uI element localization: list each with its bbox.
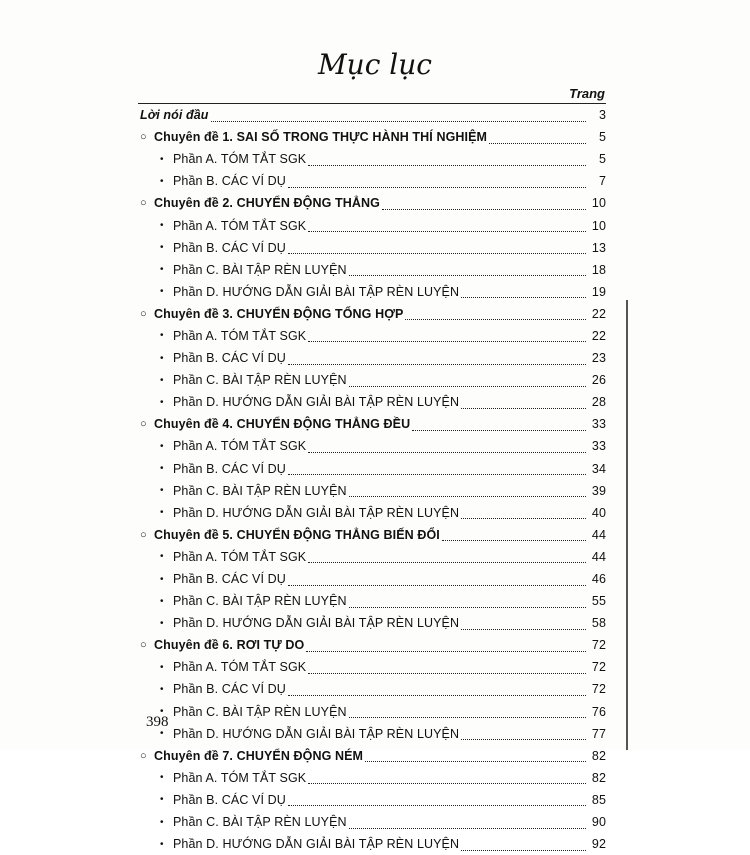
toc-entry-page: 40: [591, 505, 606, 520]
dot-leader: [308, 771, 586, 784]
toc-entry-part[interactable]: [140, 612, 606, 634]
dot-bullet-icon: •: [160, 683, 164, 695]
toc-entry-part[interactable]: [140, 170, 606, 192]
page-number: 398: [146, 714, 169, 730]
dot-bullet-icon: •: [160, 264, 164, 276]
toc-entry-title: Chuyên đề 5. CHUYỂN ĐỘNG THẲNG BIẾN ĐỔI: [154, 527, 440, 542]
dot-bullet-icon: •: [160, 573, 164, 585]
toc-entry-title: Phần D. HƯỚNG DẪN GIẢI BÀI TẬP RÈN LUYỆN: [173, 616, 460, 631]
toc-entry-page: 26: [591, 373, 606, 388]
dot-bullet-icon: •: [160, 617, 164, 629]
toc-entry-title: Phần C. BÀI TẬP RÈN LUYỆN: [173, 815, 347, 830]
dot-leader: [461, 506, 586, 519]
toc-entry-part[interactable]: [140, 811, 606, 833]
toc-entry-page: 22: [591, 328, 606, 343]
dot-leader: [308, 550, 586, 563]
toc-entry-part[interactable]: [140, 502, 606, 524]
toc-entry-page: 58: [591, 616, 606, 631]
toc-entry-page: 23: [591, 351, 606, 366]
toc-entry-page: 33: [591, 417, 606, 432]
toc-entry-page: 19: [591, 284, 606, 299]
toc-entry-title: Chuyên đề 1. SAI SỐ TRONG THỰC HÀNH THÍ NGHIỆM: [154, 130, 488, 145]
toc-entry-title: Chuyên đề 6. RƠI TỰ DO: [154, 638, 305, 653]
toc-entry-title: Phần B. CÁC VÍ DỤ: [173, 572, 286, 587]
dot-bullet-icon: •: [160, 551, 164, 563]
toc-entry-page: 44: [591, 549, 606, 564]
dot-leader: [461, 396, 586, 409]
toc-entry-part[interactable]: [140, 767, 606, 789]
toc-entry-part[interactable]: [140, 833, 606, 855]
toc-entry-part[interactable]: [140, 656, 606, 678]
toc-entry-page: 28: [591, 395, 606, 410]
toc-entry-title: Phần C. BÀI TẬP RÈN LUYỆN: [173, 483, 347, 498]
dot-leader: [308, 440, 586, 453]
toc-entry-title: Phần D. HƯỚNG DẪN GIẢI BÀI TẬP RÈN LUYỆN: [173, 505, 460, 520]
toc-entry-title: Phần C. BÀI TẬP RÈN LUYỆN: [173, 704, 347, 719]
toc-entry-topic[interactable]: [140, 634, 606, 656]
toc-entry-part[interactable]: [140, 789, 606, 811]
circle-bullet-icon: ○: [140, 749, 147, 762]
dot-bullet-icon: •: [160, 330, 164, 342]
dot-bullet-icon: •: [160, 661, 164, 673]
toc-entry-page: 5: [598, 130, 606, 145]
dot-leader: [489, 131, 586, 144]
circle-bullet-icon: ○: [140, 131, 147, 144]
toc-entry-title: Phần A. TÓM TẮT SGK: [173, 328, 307, 343]
dot-leader: [405, 307, 586, 320]
toc-entry-page: 3: [598, 108, 606, 123]
dot-leader: [211, 109, 586, 122]
circle-bullet-icon: ○: [140, 639, 147, 652]
circle-bullet-icon: ○: [140, 528, 147, 541]
dot-leader: [461, 727, 586, 740]
dot-bullet-icon: •: [160, 286, 164, 298]
page-title: Mục lục: [318, 48, 432, 81]
toc-entry-page: 82: [591, 748, 606, 763]
toc-entry-page: 72: [591, 660, 606, 675]
dot-leader: [288, 241, 586, 254]
toc-entry-title: Phần D. HƯỚNG DẪN GIẢI BÀI TẬP RÈN LUYỆN: [173, 837, 460, 852]
toc-entry-part[interactable]: [140, 391, 606, 413]
dot-bullet-icon: •: [160, 838, 164, 850]
toc-entry-title: Chuyên đề 3. CHUYỂN ĐỘNG TỔNG HỢP: [154, 306, 404, 321]
dot-bullet-icon: •: [160, 440, 164, 452]
dot-bullet-icon: •: [160, 507, 164, 519]
toc-entry-page: 44: [591, 527, 606, 542]
dot-leader: [308, 329, 586, 342]
dot-leader: [288, 683, 586, 696]
toc-entry-page: 77: [591, 726, 606, 741]
dot-bullet-icon: •: [160, 396, 164, 408]
toc-entry-page: 82: [591, 770, 606, 785]
toc-entry-topic[interactable]: [140, 192, 606, 214]
dot-bullet-icon: •: [160, 728, 164, 740]
dot-leader: [308, 661, 586, 674]
toc-entry-title: Lời nói đầu: [140, 108, 209, 123]
toc-entry-intro[interactable]: [140, 104, 606, 126]
dot-bullet-icon: •: [160, 485, 164, 497]
toc-entry-page: 72: [591, 638, 606, 653]
dot-bullet-icon: •: [160, 352, 164, 364]
toc-entry-title: Phần A. TÓM TẮT SGK: [173, 660, 307, 675]
dot-leader: [461, 285, 586, 298]
dot-leader: [288, 573, 586, 586]
toc-entry-title: Phần B. CÁC VÍ DỤ: [173, 792, 286, 807]
toc-entry-page: 18: [591, 262, 606, 277]
dot-leader: [288, 175, 586, 188]
table-of-contents: [140, 104, 606, 855]
dot-leader: [306, 639, 586, 652]
dot-bullet-icon: •: [160, 772, 164, 784]
toc-entry-title: Phần A. TÓM TẮT SGK: [173, 152, 307, 167]
toc-entry-page: 46: [591, 572, 606, 587]
toc-entry-page: 7: [598, 174, 606, 189]
toc-entry-title: Phần A. TÓM TẮT SGK: [173, 218, 307, 233]
dot-leader: [349, 595, 586, 608]
toc-entry-title: Phần B. CÁC VÍ DỤ: [173, 461, 286, 476]
dot-leader: [349, 705, 586, 718]
dot-leader: [365, 749, 586, 762]
toc-entry-page: 39: [591, 483, 606, 498]
dot-leader: [349, 263, 586, 276]
dot-bullet-icon: •: [160, 153, 164, 165]
dot-leader: [461, 617, 586, 630]
dot-bullet-icon: •: [160, 794, 164, 806]
toc-entry-page: 34: [591, 461, 606, 476]
toc-entry-page: 92: [591, 837, 606, 852]
toc-entry-page: 90: [591, 815, 606, 830]
dot-leader: [412, 418, 586, 431]
toc-entry-title: Phần D. HƯỚNG DẪN GIẢI BÀI TẬP RÈN LUYỆN: [173, 284, 460, 299]
dot-leader: [461, 838, 586, 851]
toc-entry-page: 33: [591, 439, 606, 454]
toc-entry-title: Phần C. BÀI TẬP RÈN LUYỆN: [173, 373, 347, 388]
toc-entry-title: Phần B. CÁC VÍ DỤ: [173, 351, 286, 366]
toc-entry-part[interactable]: [140, 480, 606, 502]
dot-bullet-icon: •: [160, 175, 164, 187]
toc-entry-topic[interactable]: [140, 126, 606, 148]
dot-bullet-icon: •: [160, 220, 164, 232]
toc-entry-page: 22: [591, 306, 606, 321]
dot-bullet-icon: •: [160, 463, 164, 475]
toc-entry-part[interactable]: [140, 458, 606, 480]
dot-bullet-icon: •: [160, 374, 164, 386]
toc-entry-part[interactable]: [140, 546, 606, 568]
toc-entry-part[interactable]: [140, 701, 606, 723]
toc-entry-page: 10: [591, 218, 606, 233]
toc-entry-part[interactable]: [140, 237, 606, 259]
toc-entry-title: Phần C. BÀI TẬP RÈN LUYỆN: [173, 262, 347, 277]
toc-entry-title: Phần A. TÓM TẮT SGK: [173, 549, 307, 564]
toc-entry-page: 76: [591, 704, 606, 719]
dot-leader: [349, 484, 586, 497]
dot-leader: [308, 153, 586, 166]
circle-bullet-icon: ○: [140, 307, 147, 320]
dot-leader: [382, 197, 586, 210]
dot-bullet-icon: •: [160, 595, 164, 607]
circle-bullet-icon: ○: [140, 418, 147, 431]
toc-entry-page: 85: [591, 792, 606, 807]
toc-entry-title: Phần D. HƯỚNG DẪN GIẢI BÀI TẬP RÈN LUYỆN: [173, 395, 460, 410]
toc-entry-page: 10: [591, 196, 606, 211]
dot-leader: [442, 528, 586, 541]
toc-entry-topic[interactable]: [140, 303, 606, 325]
circle-bullet-icon: ○: [140, 197, 147, 210]
toc-entry-topic[interactable]: [140, 745, 606, 767]
toc-entry-title: Chuyên đề 7. CHUYỂN ĐỘNG NÉM: [154, 748, 364, 763]
toc-entry-title: Phần A. TÓM TẮT SGK: [173, 439, 307, 454]
dot-bullet-icon: •: [160, 242, 164, 254]
toc-entry-page: 72: [591, 682, 606, 697]
dot-bullet-icon: •: [160, 706, 164, 718]
toc-entry-part[interactable]: [140, 678, 606, 700]
toc-entry-part[interactable]: [140, 723, 606, 745]
toc-entry-part[interactable]: [140, 325, 606, 347]
toc-entry-page: 5: [598, 152, 606, 167]
toc-entry-part[interactable]: [140, 214, 606, 236]
dot-leader: [288, 793, 586, 806]
toc-entry-title: Phần B. CÁC VÍ DỤ: [173, 174, 286, 189]
dot-leader: [288, 462, 586, 475]
toc-entry-page: 55: [591, 594, 606, 609]
toc-entry-page: 13: [591, 240, 606, 255]
toc-entry-title: Phần C. BÀI TẬP RÈN LUYỆN: [173, 594, 347, 609]
toc-entry-title: Phần B. CÁC VÍ DỤ: [173, 240, 286, 255]
page-column-label: Trang: [569, 86, 605, 101]
dot-bullet-icon: •: [160, 816, 164, 828]
toc-entry-topic[interactable]: [140, 413, 606, 435]
toc-entry-part[interactable]: [140, 259, 606, 281]
toc-entry-title: Phần D. HƯỚNG DẪN GIẢI BÀI TẬP RÈN LUYỆN: [173, 726, 460, 741]
toc-entry-part[interactable]: [140, 369, 606, 391]
toc-entry-title: Phần A. TÓM TẮT SGK: [173, 770, 307, 785]
toc-entry-part[interactable]: [140, 347, 606, 369]
dot-leader: [349, 816, 586, 829]
toc-entry-part[interactable]: [140, 590, 606, 612]
toc-entry-part[interactable]: [140, 148, 606, 170]
dot-leader: [349, 374, 586, 387]
toc-entry-topic[interactable]: [140, 524, 606, 546]
page-edge-shadow: [626, 300, 628, 750]
toc-entry-title: Phần B. CÁC VÍ DỤ: [173, 682, 286, 697]
toc-entry-part[interactable]: [140, 281, 606, 303]
toc-entry-title: Chuyên đề 4. CHUYỂN ĐỘNG THẲNG ĐỀU: [154, 417, 411, 432]
toc-entry-title: Chuyên đề 2. CHUYỂN ĐỘNG THẲNG: [154, 196, 380, 211]
dot-leader: [288, 352, 586, 365]
dot-leader: [308, 219, 586, 232]
toc-entry-part[interactable]: [140, 435, 606, 457]
toc-entry-part[interactable]: [140, 568, 606, 590]
